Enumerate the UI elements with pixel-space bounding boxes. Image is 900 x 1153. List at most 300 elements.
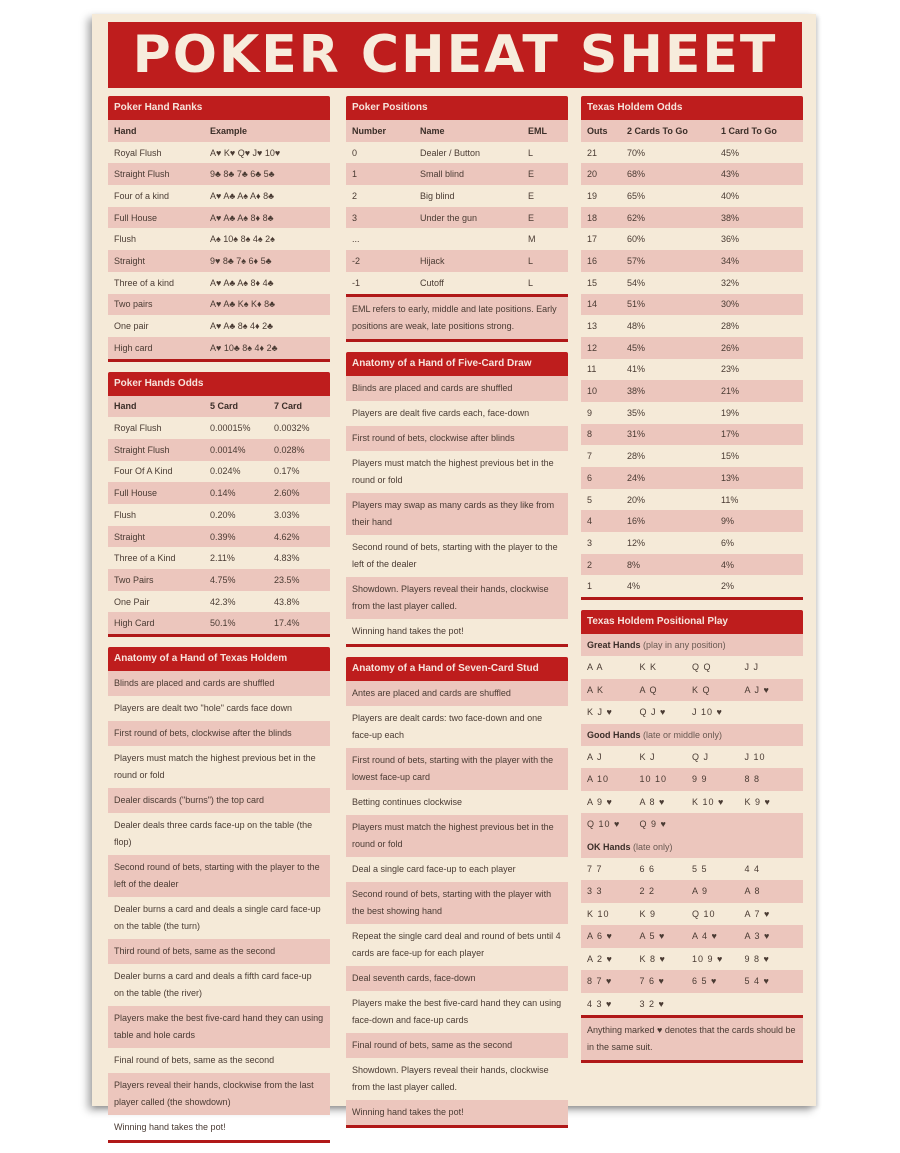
step-item: Deal a single card face-up to each player <box>352 863 516 874</box>
table-cell: 4.62% <box>274 531 300 542</box>
table-cell: 48% <box>627 321 646 332</box>
step-item: Players reveal their hands, clockwise from the last player called (the showdown) <box>108 1073 330 1115</box>
table-row <box>581 315 803 337</box>
step-item: Dealer discards ("burns") the top card <box>108 788 330 813</box>
section-heading: Anatomy of a Hand of Texas Holdem <box>108 647 330 671</box>
starting-hand: A 7 ♥ <box>744 908 771 919</box>
table-cell: 1 <box>352 169 358 180</box>
table-cell: 2 <box>352 190 358 201</box>
starting-hand: A 8 ♥ <box>639 796 666 807</box>
table-cell: 2% <box>721 581 735 592</box>
table-cell: 24% <box>627 472 646 483</box>
table-row <box>108 163 330 185</box>
column-right <box>581 96 803 1073</box>
table-row <box>108 482 330 504</box>
starting-hand: K 8 ♥ <box>639 953 666 964</box>
table-cell: 20% <box>627 494 646 505</box>
table-row <box>108 294 330 316</box>
table-cell: A♠ 10♠ 8♠ 4♠ 2♠ <box>210 234 275 245</box>
table-cell: L <box>528 255 534 266</box>
table-cell: 68% <box>627 169 646 180</box>
section-heading: Anatomy of a Hand of Five-Card Draw <box>346 352 568 376</box>
table-cell: Two Pairs <box>114 574 154 585</box>
table-row <box>581 228 803 250</box>
table-row <box>108 207 330 229</box>
table-cell: 35% <box>627 407 646 418</box>
starting-hand: K 10 ♥ <box>692 796 725 807</box>
table-row <box>581 424 803 446</box>
table-cell: High Card <box>114 618 155 629</box>
table-cell: Full House <box>114 212 158 223</box>
section-heading: Texas Holdem Positional Play <box>581 610 803 634</box>
table-cell: ... <box>352 234 360 245</box>
hand-row <box>581 656 803 679</box>
positions-table <box>346 96 568 342</box>
table-cell: 17 <box>587 234 598 245</box>
step-item: Dealer burns a card and deals a fifth card face-up on the table (the river) <box>114 971 312 999</box>
table-cell: Flush <box>114 234 137 245</box>
step-item: Final round of bets, same as the second <box>114 1055 275 1066</box>
starting-hand: 10 9 ♥ <box>692 953 724 964</box>
table-row <box>346 207 568 229</box>
table-cell: 34% <box>721 255 740 266</box>
table-cell: 70% <box>627 147 646 158</box>
page-title: POKER CHEAT SHEET <box>108 22 802 88</box>
starting-hand: K 9 <box>639 908 657 919</box>
table-cell: Straight <box>114 255 146 266</box>
table-cell: One pair <box>114 321 149 332</box>
step-item: Players must match the highest previous bet in the round or fold <box>114 753 316 781</box>
table-cell: 0.0032% <box>274 423 310 434</box>
seven-card-stud-list <box>346 657 568 1128</box>
table-cell: 21% <box>721 386 740 397</box>
step-item: First round of bets, starting with the player with the lowest face-up card <box>346 748 568 790</box>
starting-hand: 5 4 ♥ <box>744 976 770 987</box>
table-cell: Straight Flush <box>114 169 170 180</box>
table-row <box>581 510 803 532</box>
starting-hand: 6 6 <box>639 863 656 874</box>
step-item: First round of bets, clockwise after the blinds <box>108 721 330 746</box>
table-row <box>581 532 803 554</box>
group-heading: OK Hands (late only) <box>581 836 803 858</box>
table-cell: 13 <box>587 321 598 332</box>
table-cell: Cutoff <box>420 277 444 288</box>
hand-row <box>581 813 803 836</box>
starting-hand: 5 5 <box>692 863 708 874</box>
table-row <box>108 417 330 439</box>
group-heading: Great Hands (play in any position) <box>581 634 803 656</box>
table-row <box>581 337 803 359</box>
table-cell: E <box>528 169 535 180</box>
starting-hand: Q 10 ♥ <box>587 819 621 830</box>
step-item: Blinds are placed and cards are shuffled <box>346 376 568 401</box>
table-cell: L <box>528 277 534 288</box>
step-item: Showdown. Players reveal their hands, clockwise from the last player called. <box>352 1064 549 1092</box>
section-heading: Poker Hand Ranks <box>108 96 330 120</box>
hand-row <box>581 701 803 724</box>
table-row <box>581 142 803 164</box>
starting-hand: A 5 ♥ <box>639 931 666 942</box>
table-cell: Three of a kind <box>114 277 175 288</box>
hand-row <box>581 903 803 926</box>
starting-hand: 6 5 ♥ <box>692 976 718 987</box>
table-cell: 50.1% <box>210 618 236 629</box>
table-row <box>581 272 803 294</box>
starting-hand: A Q <box>639 684 658 695</box>
texas-anatomy-list <box>108 647 330 1143</box>
table-row <box>581 445 803 467</box>
starting-hand: 4 3 ♥ <box>587 998 613 1009</box>
starting-hand: Q Q <box>692 662 712 673</box>
starting-hand: K Q <box>692 684 711 695</box>
starting-hand: 9 9 <box>692 774 708 785</box>
step-item: Antes are placed and cards are shuffled <box>346 681 568 706</box>
starting-hand: A K <box>587 684 605 695</box>
table-cell: 32% <box>721 277 740 288</box>
table-cell: 40% <box>721 190 740 201</box>
table-row <box>108 228 330 250</box>
table-row <box>108 439 330 461</box>
table-cell: L <box>528 147 534 158</box>
starting-hand: 9 8 ♥ <box>744 953 770 964</box>
table-cell: 41% <box>627 364 646 375</box>
table-row <box>108 591 330 613</box>
table-row <box>581 207 803 229</box>
table-cell: 0.39% <box>210 531 236 542</box>
table-cell: 3.03% <box>274 509 300 520</box>
table-row <box>346 228 568 250</box>
table-cell: 5 <box>587 494 593 505</box>
table-row <box>581 250 803 272</box>
section-heading: Anatomy of a Hand of Seven-Card Stud <box>346 657 568 681</box>
starting-hand: Q 9 ♥ <box>639 819 667 830</box>
table-cell: 23% <box>721 364 740 375</box>
step-item: Repeat the single card deal and round of bets until 4 cards are face-up for each player <box>352 930 561 958</box>
table-cell: A♥ A♣ A♠ A♦ 8♣ <box>210 190 275 201</box>
table-cell: Small blind <box>420 169 465 180</box>
starting-hand: A 9 <box>692 886 709 897</box>
starting-hand: K 9 ♥ <box>744 796 771 807</box>
hand-row <box>581 746 803 769</box>
starting-hand: A 10 <box>587 774 610 785</box>
table-row <box>108 185 330 207</box>
section-heading: Poker Hands Odds <box>108 372 330 396</box>
section-heading: Texas Holdem Odds <box>581 96 803 120</box>
table-cell: 45% <box>721 147 740 158</box>
step-item: Players make the best five-card hand they can using face-down and face-up cards <box>352 997 562 1025</box>
table-cell: 0.17% <box>274 466 300 477</box>
hand-row <box>581 679 803 702</box>
section-heading: Poker Positions <box>346 96 568 120</box>
table-cell: A♥ A♣ 8♠ 4♦ 2♣ <box>210 321 274 332</box>
starting-hand: 8 8 <box>744 774 761 785</box>
table-cell: 14 <box>587 299 598 310</box>
table-row <box>581 380 803 402</box>
table-cell: 3 <box>352 212 358 223</box>
table-cell: 28% <box>721 321 740 332</box>
starting-hand: Q 10 <box>692 908 716 919</box>
hand-row <box>581 970 803 993</box>
starting-hand: K J <box>639 751 656 762</box>
table-cell: 4 <box>587 516 593 527</box>
table-cell: 19% <box>721 407 740 418</box>
table-cell: 21 <box>587 147 598 158</box>
table-row <box>581 554 803 576</box>
step-item: Betting continues clockwise <box>352 796 463 807</box>
table-row <box>346 272 568 294</box>
step-item: Second round of bets, starting with the player to the left of the dealer <box>108 855 330 897</box>
table-cell: Royal Flush <box>114 147 162 158</box>
starting-hand: K K <box>639 662 658 673</box>
starting-hand: 4 4 <box>744 863 761 874</box>
table-cell: 12% <box>627 537 646 548</box>
table-cell: 8 <box>587 429 593 440</box>
starting-hand: 7 6 ♥ <box>639 976 665 987</box>
table-cell: 2 <box>587 559 593 570</box>
step-item: Second round of bets, starting with the player to the left of the dealer <box>352 541 558 569</box>
table-row <box>108 504 330 526</box>
positions-note: EML refers to early, middle and late positions. Early positions are weak, late positions strong. <box>346 294 568 339</box>
table-row <box>581 402 803 424</box>
table-cell: 36% <box>721 234 740 245</box>
starting-hand: A A <box>587 662 604 673</box>
table-cell: E <box>528 212 535 223</box>
table-row <box>346 250 568 272</box>
table-cell: -2 <box>352 255 361 266</box>
table-header: Number Name EML <box>346 120 568 142</box>
table-row <box>108 250 330 272</box>
table-cell: 11% <box>721 494 739 505</box>
table-cell: Dealer / Button <box>420 147 481 158</box>
starting-hand: 3 2 ♥ <box>639 998 665 1009</box>
starting-hand: 3 3 <box>587 886 603 897</box>
hands-odds-table <box>108 372 330 638</box>
table-row <box>581 185 803 207</box>
column-left <box>108 96 330 1153</box>
starting-hand: A J <box>587 751 603 762</box>
table-cell: 17.4% <box>274 618 300 629</box>
starting-hand: 2 2 <box>639 886 656 897</box>
starting-hand: A 6 ♥ <box>587 931 613 942</box>
table-cell: Three of a Kind <box>114 553 176 564</box>
table-cell: 17% <box>721 429 740 440</box>
step-item: Winning hand takes the pot! <box>352 625 464 636</box>
step-item: Players may swap as many cards as they like from their hand <box>346 493 568 535</box>
hand-ranks-table <box>108 96 330 362</box>
table-cell: 9% <box>721 516 735 527</box>
table-cell: 51% <box>627 299 646 310</box>
step-item: Deal seventh cards, face-down <box>346 966 568 991</box>
hand-row <box>581 948 803 971</box>
table-cell: 16 <box>587 255 598 266</box>
table-header: Outs 2 Cards To Go 1 Card To Go <box>581 120 803 142</box>
five-card-draw-list <box>346 352 568 647</box>
table-cell: 10 <box>587 386 598 397</box>
table-cell: 16% <box>627 516 646 527</box>
table-cell: 19 <box>587 190 598 201</box>
table-cell: Under the gun <box>420 212 478 223</box>
table-row <box>346 142 568 164</box>
step-item: Showdown. Players reveal their hands, clockwise from the last player called. <box>346 577 568 619</box>
table-cell: A♥ A♣ A♠ 8♦ 4♣ <box>210 277 274 288</box>
starting-hand: Q J <box>692 751 710 762</box>
table-cell: 38% <box>721 212 740 223</box>
table-cell: 4% <box>721 559 735 570</box>
table-cell: 28% <box>627 451 646 462</box>
starting-hand: A 4 ♥ <box>692 931 718 942</box>
hand-row <box>581 858 803 881</box>
table-row <box>581 575 803 597</box>
step-item: Players are dealt five cards each, face-down <box>352 407 530 418</box>
step-item: Players are dealt cards: two face-down and one face-up each <box>352 712 543 740</box>
table-cell: 65% <box>627 190 646 201</box>
holdem-odds-table <box>581 96 803 600</box>
table-cell: A♥ K♥ Q♥ J♥ 10♥ <box>210 147 281 158</box>
starting-hand: K J ♥ <box>587 707 613 718</box>
table-cell: 0.14% <box>210 488 236 499</box>
table-cell: 0.00015% <box>210 423 251 434</box>
table-cell: 0 <box>352 147 358 158</box>
table-row <box>108 142 330 164</box>
table-cell: 20 <box>587 169 598 180</box>
table-cell: 4.75% <box>210 574 236 585</box>
step-item: First round of bets, clockwise after blinds <box>346 426 568 451</box>
hand-row <box>581 993 803 1016</box>
hand-row <box>581 791 803 814</box>
table-cell: 3 <box>587 537 593 548</box>
table-cell: A♥ A♣ K♠ K♦ 8♣ <box>210 299 276 310</box>
table-cell: 6% <box>721 537 735 548</box>
table-row <box>346 163 568 185</box>
table-cell: -1 <box>352 277 361 288</box>
positional-play-table <box>581 610 803 1063</box>
table-row <box>581 489 803 511</box>
table-row <box>581 359 803 381</box>
step-item: Dealer burns a card and deals a single card face-up on the table (the turn) <box>114 904 321 932</box>
table-cell: 4% <box>627 581 641 592</box>
table-cell: 13% <box>721 472 740 483</box>
table-cell: Big blind <box>420 190 455 201</box>
table-cell: E <box>528 190 535 201</box>
hand-row <box>581 768 803 791</box>
table-cell: 8% <box>627 559 641 570</box>
table-row <box>108 612 330 634</box>
table-cell: Royal Flush <box>114 423 162 434</box>
table-cell: M <box>528 234 536 245</box>
table-cell: 11 <box>587 364 597 375</box>
table-cell: 45% <box>627 342 646 353</box>
table-cell: Hijack <box>420 255 445 266</box>
table-cell: 0.028% <box>274 444 305 455</box>
table-cell: Flush <box>114 509 137 520</box>
table-cell: 12 <box>587 342 598 353</box>
table-cell: 0.20% <box>210 509 236 520</box>
table-cell: 38% <box>627 386 646 397</box>
table-cell: 9 <box>587 407 593 418</box>
table-cell: 1 <box>587 581 593 592</box>
group-heading: Good Hands (late or middle only) <box>581 724 803 746</box>
table-row <box>581 163 803 185</box>
step-item: Players make the best five-card hand they can using table and hole cards <box>108 1006 330 1048</box>
table-row <box>581 294 803 316</box>
hand-row <box>581 880 803 903</box>
step-item: Players are dealt two "hole" cards face down <box>114 703 292 714</box>
table-cell: 31% <box>627 429 646 440</box>
table-cell: Straight <box>114 531 146 542</box>
table-cell: 18 <box>587 212 598 223</box>
table-cell: 23.5% <box>274 574 300 585</box>
table-cell: 60% <box>627 234 646 245</box>
table-cell: 43.8% <box>274 596 300 607</box>
table-row <box>108 547 330 569</box>
table-cell: 26% <box>721 342 740 353</box>
table-cell: Straight Flush <box>114 444 170 455</box>
table-cell: 4.83% <box>274 553 300 564</box>
starting-hand: J 10 ♥ <box>692 707 723 718</box>
table-cell: 0.024% <box>210 466 241 477</box>
table-header: Hand 5 Card 7 Card <box>108 396 330 418</box>
table-cell: 54% <box>627 277 646 288</box>
step-item: Dealer deals three cards face-up on the table (the flop) <box>114 820 313 848</box>
step-item: Third round of bets, same as the second <box>108 939 330 964</box>
table-cell: 15 <box>587 277 598 288</box>
starting-hand: 10 10 <box>639 774 668 785</box>
table-row <box>108 337 330 359</box>
starting-hand: A 2 ♥ <box>587 953 613 964</box>
step-item: Blinds are placed and cards are shuffled <box>108 671 330 696</box>
hand-row <box>581 925 803 948</box>
table-cell: A♥ A♣ A♠ 8♦ 8♣ <box>210 212 274 223</box>
table-row <box>108 272 330 294</box>
table-row <box>346 185 568 207</box>
starting-hand: A 9 ♥ <box>587 796 613 807</box>
table-row <box>581 467 803 489</box>
table-row <box>108 569 330 591</box>
table-cell: 15% <box>721 451 740 462</box>
table-row <box>108 315 330 337</box>
table-cell: 9♥ 8♣ 7♠ 6♦ 5♣ <box>210 255 272 266</box>
starting-hand: 7 7 <box>587 863 603 874</box>
starting-hand: J 10 <box>744 751 766 762</box>
cheat-sheet-poster <box>92 14 816 1133</box>
starting-hand: K 10 <box>587 908 610 919</box>
table-cell: Two pairs <box>114 299 153 310</box>
column-middle <box>346 96 568 1138</box>
table-cell: 9♣ 8♣ 7♣ 6♣ 5♣ <box>210 169 275 180</box>
step-item: Players must match the highest previous bet in the round or fold <box>346 815 568 857</box>
table-cell: 57% <box>627 255 646 266</box>
table-cell: 6 <box>587 472 593 483</box>
table-row <box>108 461 330 483</box>
table-cell: 43% <box>721 169 740 180</box>
table-cell: 62% <box>627 212 646 223</box>
table-cell: 2.60% <box>274 488 300 499</box>
table-cell: Four Of A Kind <box>114 466 173 477</box>
step-item: Winning hand takes the pot! <box>114 1122 226 1133</box>
table-cell: A♥ 10♣ 8♠ 4♦ 2♣ <box>210 342 278 353</box>
table-cell: Four of a kind <box>114 190 170 201</box>
table-cell: 2.11% <box>210 553 235 564</box>
starting-hand: 8 7 ♥ <box>587 976 613 987</box>
table-cell: Full House <box>114 488 158 499</box>
table-cell: 0.0014% <box>210 444 246 455</box>
table-header: Hand Example <box>108 120 330 142</box>
table-cell: 42.3% <box>210 596 236 607</box>
table-cell: 7 <box>587 451 593 462</box>
starting-hand: J J <box>744 662 760 673</box>
step-item: Players must match the highest previous bet in the round or fold <box>352 457 554 485</box>
table-row <box>108 526 330 548</box>
